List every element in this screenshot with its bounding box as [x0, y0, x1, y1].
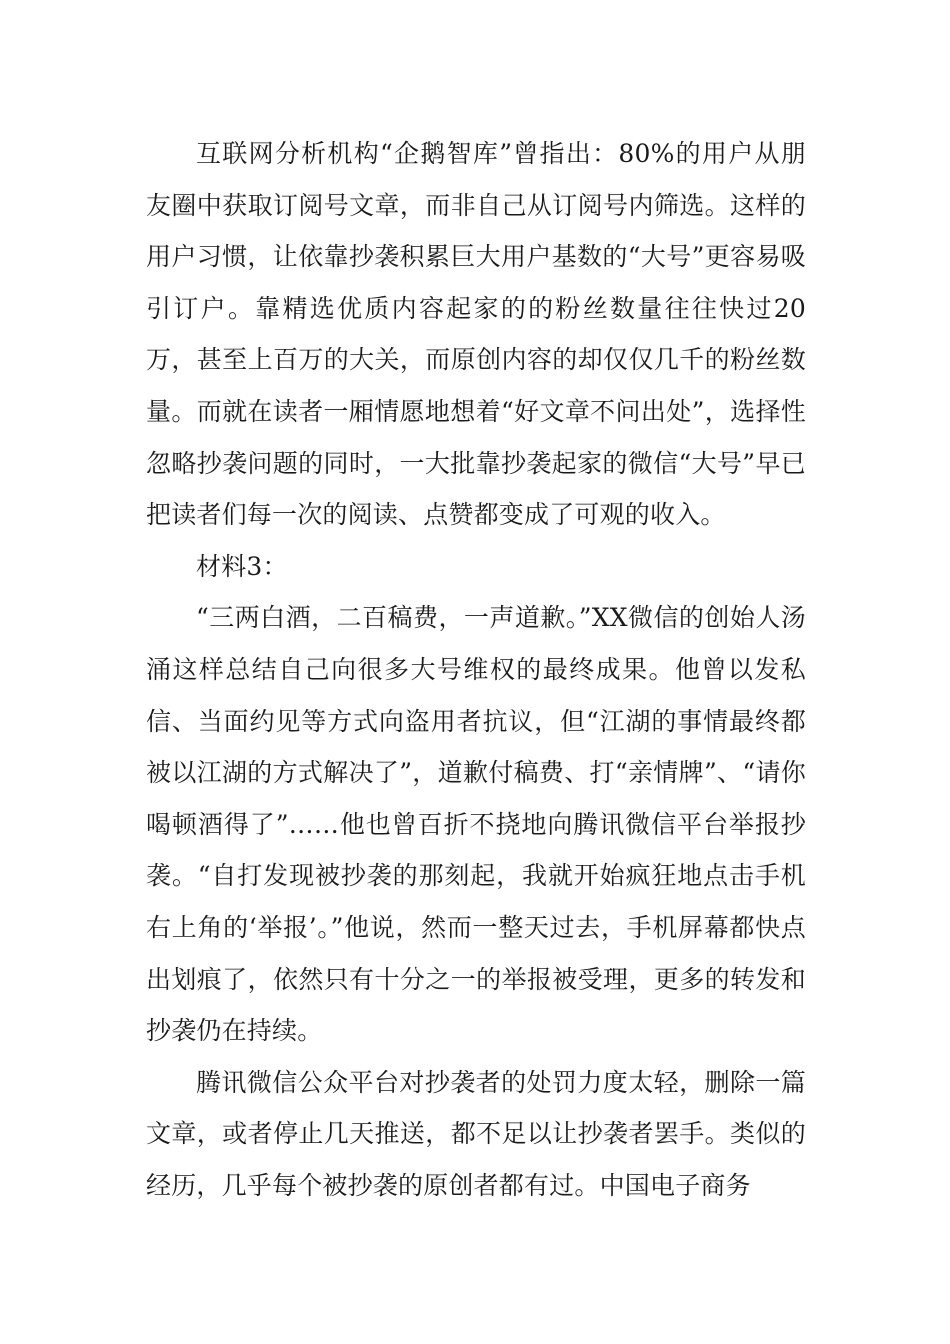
- section-label-material-3: 材料3：: [196, 551, 288, 581]
- paragraph-plagiarism-statistics: 互联网分析机构“企鹅智库”曾指出：80%的用户从朋友圈中获取订阅号文章，而非自己从订阅号内筛选。这样的用户习惯，让依靠抄袭积累巨大用户基数的“大号”更容易吸引订户。靠精选优质内容起家的的粉丝数量往往快过20万，甚至上百万的大关，而原创内容的却仅仅几千的粉丝数量。而就在读者一厢情愿地想着“好文章不问出处”，选择性忽略抄袭问题的同时，一大批靠抄袭起家的微信“大号”早已把读者们每一次的阅读、点赞都变成了可观的收入。: [146, 139, 806, 530]
- paragraph-platform-penalty: 腾讯微信公众平台对抄袭者的处罚力度太轻，删除一篇文章，或者停止几天推送，都不足以让抄袭者罢手。类似的经历，几乎每个被抄袭的原创者都有过。中国电子商务: [146, 1067, 806, 1200]
- paragraph-founder-account: “三两白酒，二百稿费，一声道歉。”XX微信的创始人汤涌这样总结自己向很多大号维权的最终成果。他曾以发私信、当面约见等方式向盗用者抗议，但“江湖的事情最终都被以江湖的方式解决了”，道歉付稿费、打“亲情牌”、“请你喝顿酒得了”……他也曾百折不挠地向腾讯微信平台举报抄袭。“自打发现被抄袭的那刻起，我就开始疯狂地点击手机右上角的‘举报’。”他说，然而一整天过去，手机屏幕都快点出划痕了，依然只有十分之一的举报被受理，更多的转发和抄袭仍在持续。: [146, 603, 806, 1046]
- document-body: [146, 128, 806, 1211]
